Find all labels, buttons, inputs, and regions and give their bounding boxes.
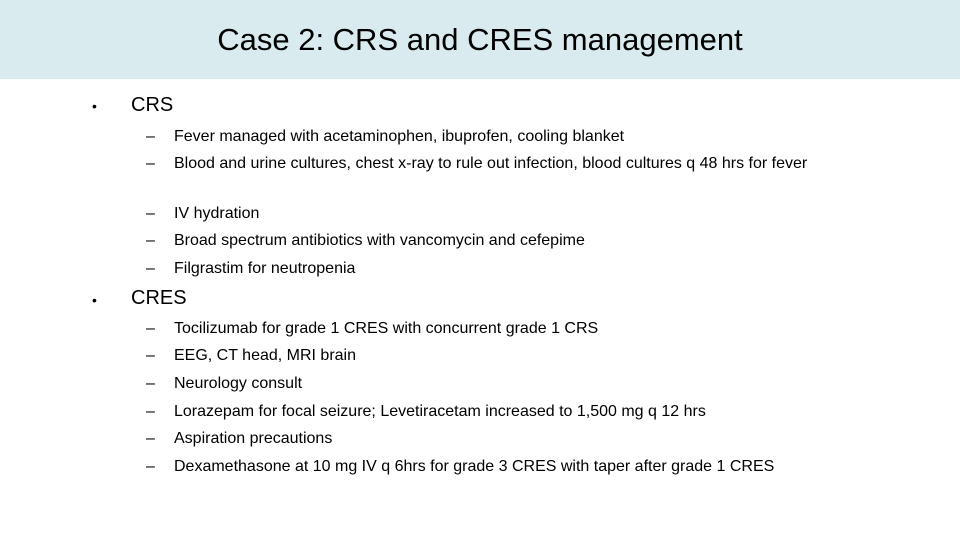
dash-marker: – (146, 232, 155, 249)
dash-marker: – (146, 260, 155, 277)
list-item: Tocilizumab for grade 1 CRES with concurrent grade 1 CRS (174, 320, 599, 337)
dash-marker: – (146, 155, 155, 172)
list-item: Blood and urine cultures, chest x-ray to rule out infection, blood cultures q 48 hrs for fever (174, 155, 808, 172)
list-item: EEG, CT head, MRI brain (174, 347, 356, 364)
list-item: Filgrastim for neutropenia (174, 260, 356, 277)
list-item: Aspiration precautions (174, 430, 333, 447)
bullet-marker: • (92, 98, 97, 114)
slide-title: Case 2: CRS and CRES management (217, 22, 743, 57)
dash-marker: – (146, 205, 155, 222)
dash-marker: – (146, 128, 155, 145)
section-heading-crs: CRS (131, 94, 174, 116)
list-item: Fever managed with acetaminophen, ibuprofen, cooling blanket (174, 128, 625, 145)
dash-marker: – (146, 403, 155, 420)
list-item: Broad spectrum antibiotics with vancomycin and cefepime (174, 232, 585, 249)
section-heading-cres: CRES (131, 287, 187, 309)
bullet-marker: • (92, 292, 97, 308)
list-item: Neurology consult (174, 375, 303, 392)
dash-marker: – (146, 347, 155, 364)
dash-marker: – (146, 458, 155, 475)
dash-marker: – (146, 375, 155, 392)
dash-marker: – (146, 320, 155, 337)
list-item: Lorazepam for focal seizure; Levetiracetam increased to 1,500 mg q 12 hrs (174, 403, 706, 420)
list-item: IV hydration (174, 205, 260, 222)
dash-marker: – (146, 430, 155, 447)
list-item: Dexamethasone at 10 mg IV q 6hrs for grade 3 CRES with taper after grade 1 CRES (174, 458, 775, 475)
